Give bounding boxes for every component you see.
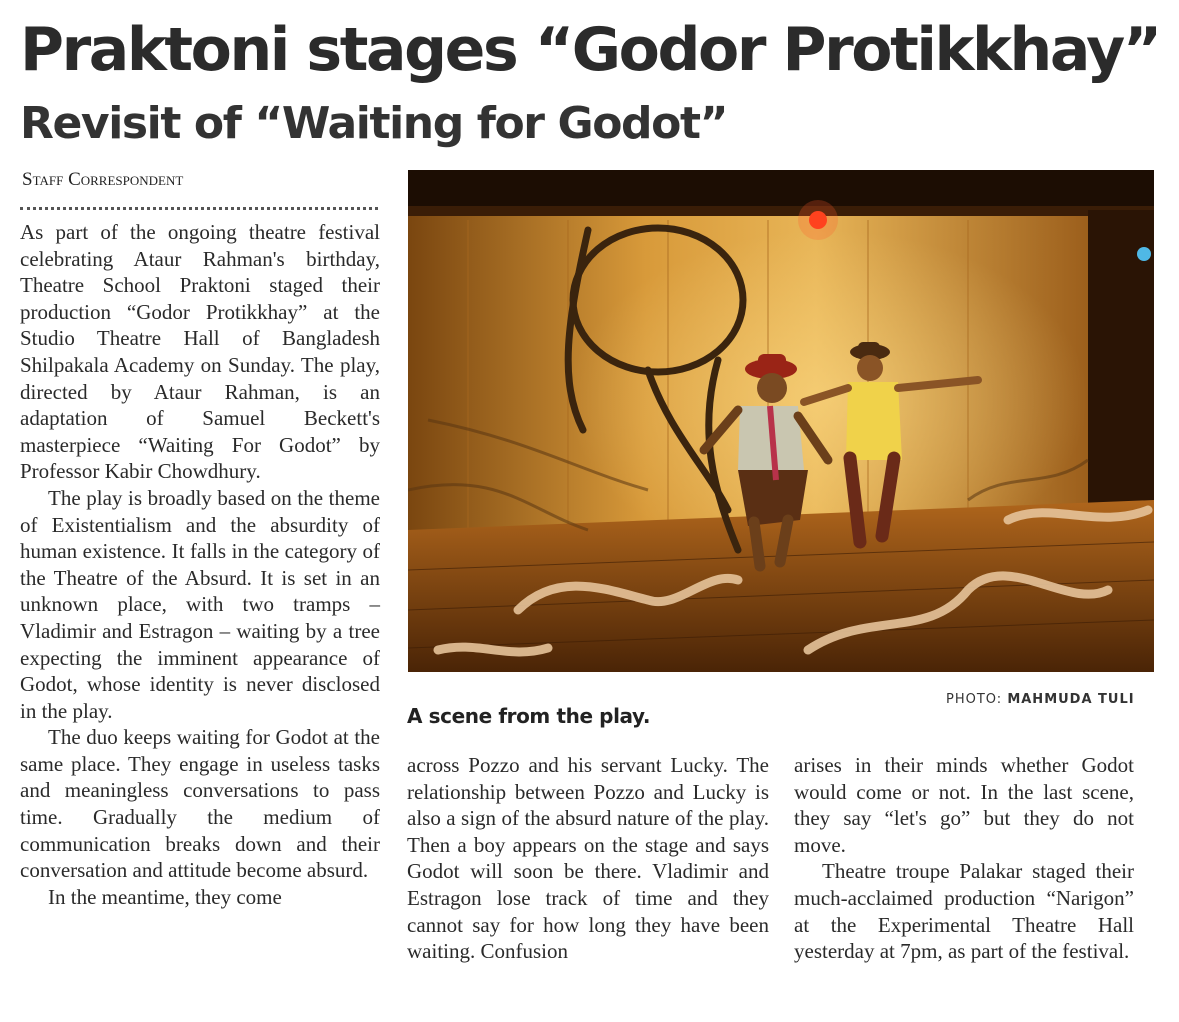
paragraph: across Pozzo and his servant Lucky. The relationship between Pozzo and Lucky is also a sign of the absurd nature of the play. Then a boy appears on the stage and says Godot will soon be there. Vladimir and Estragon lose track of time and they cannot say for how long they have been waiting. Confusion: [407, 753, 769, 964]
article-column-1: [20, 219, 380, 910]
byline-divider: [20, 207, 378, 210]
paragraph: In the meantime, they come: [48, 884, 282, 909]
article-column-3: [794, 752, 1134, 965]
stage-photo: [408, 170, 1154, 672]
photo-credit-name: MAHMUDA TULI: [1007, 692, 1135, 707]
paragraph: arises in their minds whether Godot would come or not. In the last scene, they say “let's go” but they do not move.: [794, 753, 1134, 857]
paragraph: The duo keeps waiting for Godot at the same place. They engage in useless tasks and meaningless conversations to pass time. Gradually the medium of communication breaks down and their conversation and attitude become absurd.: [20, 725, 380, 883]
photo-credit: [946, 692, 1135, 707]
paragraph: As part of the ongoing theatre festival celebrating Ataur Rahman's birthday, Theatre School Praktoni staged their production “Godor Protikkhay” at the Studio Theatre Hall of Bangladesh Shilpakala Academy on Sunday. The play, directed by Ataur Rahman, is an adaptation of Samuel Beckett's masterpiece “Waiting For Godot” by Professor Kabir Chowdhury.: [20, 220, 380, 484]
byline: Staff Correspondent: [22, 169, 184, 190]
photo-caption: A scene from the play.: [407, 704, 651, 728]
stage-photo-illustration: [408, 170, 1154, 672]
paragraph: Theatre troupe Palakar staged their much-acclaimed production “Narigon” at the Experimental Theatre Hall yesterday at 7pm, as part of the festival.: [794, 859, 1134, 964]
article-column-2: [407, 752, 769, 965]
photo-credit-label: PHOTO:: [946, 692, 1003, 707]
headline: Praktoni stages “Godor Protikkhay”: [20, 15, 1160, 85]
subheadline: Revisit of “Waiting for Godot”: [20, 98, 728, 149]
paragraph: The play is broadly based on the theme of Existentialism and the absurdity of human existence. It falls in the category of the Theatre of the Absurd. It is set in an unknown place, with two tramps – Vladimir and Estragon – waiting by a tree expecting the imminent appearance of Godot, whose identity is never disclosed in the play.: [20, 485, 380, 723]
